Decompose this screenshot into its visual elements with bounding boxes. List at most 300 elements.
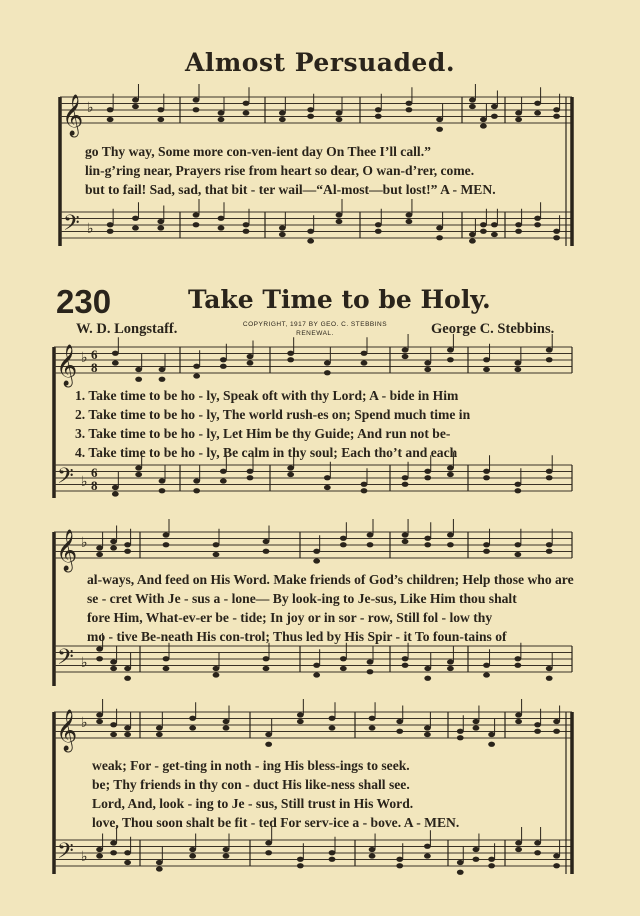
note-head — [546, 666, 553, 671]
note-head — [110, 722, 117, 727]
note-head — [491, 222, 498, 227]
note-head — [96, 656, 103, 661]
note-head — [112, 485, 119, 490]
lyrics-block-system-1 — [75, 386, 470, 462]
note-head — [480, 123, 487, 128]
note-head — [553, 863, 560, 868]
note-head — [156, 732, 163, 737]
note-head — [447, 465, 454, 470]
bass-clef-icon: 𝄢 — [57, 645, 74, 675]
note-head — [112, 491, 119, 496]
note-head — [396, 729, 403, 734]
note-head — [402, 482, 409, 487]
flat-sign-icon: ♭ — [81, 350, 88, 366]
note-head — [447, 357, 454, 362]
note-head — [124, 860, 131, 865]
note-head — [491, 104, 498, 109]
note-head — [473, 719, 480, 724]
flat-sign-icon: ♭ — [87, 221, 94, 237]
note-head — [193, 373, 200, 378]
lyric-line: lin-g’ring near, Prayers rise from heart so dear, O wan-d’rer, come. — [85, 163, 475, 178]
note-head — [110, 545, 117, 550]
note-head — [336, 117, 343, 122]
note-head — [361, 351, 368, 356]
note-head — [483, 542, 490, 547]
note-head — [124, 850, 131, 855]
note-head — [96, 545, 103, 550]
hymn-number: 230 — [56, 283, 112, 320]
note-head — [124, 676, 131, 681]
time-signature-top: 6 — [91, 465, 98, 480]
note-head — [361, 488, 368, 493]
note-head — [396, 857, 403, 862]
note-head — [375, 114, 382, 119]
note-head — [447, 542, 454, 547]
treble-staff — [54, 347, 572, 373]
lyric-line: fore Him, What-ev-er be - tide; In joy or in sor - row, Still fol - low thy — [87, 610, 493, 625]
note-head — [534, 101, 541, 106]
note-head — [375, 107, 382, 112]
note-head — [96, 712, 103, 717]
time-signature-bottom: 8 — [91, 478, 98, 493]
lyric-line: 4. Take time to be ho - ly, Be calm in thy soul; Each tho’t and each — [75, 445, 458, 460]
lyric-line: but to fail! Sad, sad, that bit - ter wail—“Al-most—but lost!” A - MEN. — [85, 182, 496, 197]
note-head — [124, 542, 131, 547]
note-head — [553, 719, 560, 724]
bass-clef-icon: 𝄢 — [57, 839, 74, 869]
note-head — [515, 110, 522, 115]
note-head — [469, 232, 476, 237]
note-head — [436, 225, 443, 230]
note-head — [213, 672, 220, 677]
note-head — [483, 672, 490, 677]
lyrics-block-almost-persuaded — [85, 142, 496, 199]
note-head — [135, 377, 142, 382]
note-head — [263, 539, 270, 544]
note-head — [436, 235, 443, 240]
note-head — [546, 357, 553, 362]
note-head — [457, 735, 464, 740]
note-head — [488, 742, 495, 747]
note-head — [189, 853, 196, 858]
bass-staff — [54, 465, 572, 491]
copyright-line: COPYRIGHT, 1917 BY GEO. C. STEBBINS — [242, 321, 388, 328]
note-head — [515, 719, 522, 724]
note-head — [247, 360, 254, 365]
note-head — [279, 225, 286, 230]
note-head — [287, 357, 294, 362]
note-head — [402, 354, 409, 359]
note-head — [546, 549, 553, 554]
note-head — [96, 853, 103, 858]
note-head — [424, 542, 431, 547]
note-head — [313, 663, 320, 668]
note-head — [483, 469, 490, 474]
note-head — [457, 870, 464, 875]
note-head — [124, 666, 131, 671]
note-head — [163, 656, 170, 661]
note-head — [424, 360, 431, 365]
note-head — [514, 656, 521, 661]
note-head — [287, 472, 294, 477]
note-head — [483, 475, 490, 480]
flat-sign-icon: ♭ — [81, 474, 88, 490]
note-head — [553, 853, 560, 858]
treble-clef-icon: 𝄞 — [62, 95, 84, 136]
note-head — [488, 732, 495, 737]
lyricist-credit: W. D. Longstaff. — [76, 321, 178, 337]
bass-staff — [54, 646, 572, 672]
note-head — [110, 840, 117, 845]
note-head — [473, 857, 480, 862]
note-head — [132, 216, 139, 221]
note-head — [534, 216, 541, 221]
note-head — [534, 222, 541, 227]
note-head — [424, 844, 431, 849]
note-head — [218, 225, 225, 230]
flat-sign-icon: ♭ — [87, 100, 94, 116]
note-head — [243, 110, 250, 115]
note-head — [406, 107, 413, 112]
note-head — [402, 532, 409, 537]
note-head — [469, 238, 476, 243]
note-head — [402, 475, 409, 480]
note-head — [424, 536, 431, 541]
note-head — [243, 101, 250, 106]
note-head — [307, 107, 314, 112]
note-head — [515, 712, 522, 717]
treble-clef-icon: 𝄞 — [56, 710, 78, 751]
note-head — [218, 216, 225, 221]
note-head — [369, 853, 376, 858]
note-head — [491, 232, 498, 237]
note-head — [193, 488, 200, 493]
treble-clef-icon: 𝄞 — [56, 530, 78, 571]
note-head — [163, 532, 170, 537]
note-head — [297, 857, 304, 862]
note-head — [553, 107, 560, 112]
note-head — [336, 110, 343, 115]
note-head — [473, 847, 480, 852]
note-head — [220, 469, 227, 474]
note-head — [218, 110, 225, 115]
note-head — [96, 719, 103, 724]
note-head — [107, 117, 114, 122]
note-head — [469, 104, 476, 109]
note-head — [220, 357, 227, 362]
hymn-title-take-time: Take Time to be Holy. — [188, 285, 491, 314]
lyric-line: 1. Take time to be ho - ly, Speak oft with thy Lord; A - bide in Him — [75, 388, 459, 403]
note-head — [247, 469, 254, 474]
note-head — [515, 229, 522, 234]
note-head — [329, 857, 336, 862]
note-head — [159, 377, 166, 382]
note-head — [159, 367, 166, 372]
note-head — [307, 229, 314, 234]
note-head — [132, 225, 139, 230]
note-head — [447, 659, 454, 664]
note-head — [263, 549, 270, 554]
note-head — [110, 659, 117, 664]
note-head — [469, 97, 476, 102]
note-head — [491, 114, 498, 119]
note-head — [193, 478, 200, 483]
lyric-line: se - cret With Je - sus a - lone— By look-ing to Je-sus, Like Him thou shalt — [87, 591, 517, 606]
note-head — [406, 219, 413, 224]
note-head — [424, 725, 431, 730]
note-head — [424, 475, 431, 480]
hymn-title-almost-persuaded: Almost Persuaded. — [184, 48, 456, 77]
lyrics-block-system-3 — [92, 756, 459, 832]
note-head — [480, 222, 487, 227]
note-head — [515, 117, 522, 122]
note-head — [367, 532, 374, 537]
note-head — [324, 485, 331, 490]
bass-clef-icon: 𝄢 — [63, 211, 80, 241]
note-head — [514, 552, 521, 557]
treble-clef-icon: 𝄞 — [56, 345, 78, 386]
note-head — [546, 475, 553, 480]
note-head — [220, 364, 227, 369]
note-head — [135, 367, 142, 372]
note-head — [218, 117, 225, 122]
note-head — [324, 475, 331, 480]
note-head — [367, 669, 374, 674]
note-head — [402, 656, 409, 661]
note-head — [402, 347, 409, 352]
note-head — [124, 549, 131, 554]
note-head — [243, 229, 250, 234]
note-head — [406, 101, 413, 106]
note-head — [447, 472, 454, 477]
note-head — [396, 863, 403, 868]
note-head — [369, 716, 376, 721]
note-head — [124, 732, 131, 737]
note-head — [156, 725, 163, 730]
note-head — [375, 222, 382, 227]
note-head — [329, 725, 336, 730]
note-head — [112, 360, 119, 365]
note-head — [534, 110, 541, 115]
note-head — [514, 488, 521, 493]
note-head — [265, 850, 272, 855]
note-head — [223, 853, 230, 858]
note-head — [340, 666, 347, 671]
note-head — [96, 847, 103, 852]
note-head — [297, 863, 304, 868]
note-head — [396, 719, 403, 724]
note-head — [107, 107, 114, 112]
note-head — [546, 542, 553, 547]
note-head — [163, 666, 170, 671]
bass-clef-icon: 𝄢 — [57, 464, 74, 494]
note-head — [514, 542, 521, 547]
note-head — [340, 542, 347, 547]
note-head — [553, 235, 560, 240]
note-head — [287, 465, 294, 470]
note-head — [159, 478, 166, 483]
note-head — [534, 840, 541, 845]
note-head — [265, 742, 272, 747]
composer-credit: George C. Stebbins. — [431, 321, 555, 337]
note-head — [340, 536, 347, 541]
note-head — [324, 370, 331, 375]
lyric-line: go Thy way, Some more con-ven-ient day On Thee I’ll call.” — [85, 144, 431, 159]
note-head — [488, 857, 495, 862]
copyright-line: RENEWAL. — [296, 330, 334, 337]
note-head — [157, 219, 164, 224]
note-head — [361, 360, 368, 365]
note-head — [515, 222, 522, 227]
note-head — [297, 719, 304, 724]
note-head — [329, 850, 336, 855]
flat-sign-icon: ♭ — [81, 655, 88, 671]
note-head — [457, 729, 464, 734]
note-head — [263, 656, 270, 661]
note-head — [247, 475, 254, 480]
note-head — [193, 364, 200, 369]
note-head — [279, 232, 286, 237]
note-head — [406, 212, 413, 217]
note-head — [213, 552, 220, 557]
note-head — [553, 729, 560, 734]
lyric-line: 2. Take time to be ho - ly, The world rush-es on; Spend much time in — [75, 407, 471, 422]
note-head — [96, 646, 103, 651]
flat-sign-icon: ♭ — [81, 715, 88, 731]
note-head — [135, 472, 142, 477]
note-head — [367, 659, 374, 664]
note-head — [159, 488, 166, 493]
flat-sign-icon: ♭ — [81, 535, 88, 551]
note-head — [313, 672, 320, 677]
note-head — [193, 97, 200, 102]
note-head — [163, 542, 170, 547]
note-head — [329, 716, 336, 721]
note-head — [514, 663, 521, 668]
note-head — [157, 225, 164, 230]
note-head — [135, 465, 142, 470]
note-head — [480, 117, 487, 122]
note-head — [157, 117, 164, 122]
note-head — [546, 347, 553, 352]
note-head — [457, 860, 464, 865]
note-head — [112, 351, 119, 356]
note-head — [473, 725, 480, 730]
lyric-line: al-ways, And feed on His Word. Make friends of God’s children; Help those who are — [87, 572, 574, 587]
note-head — [110, 732, 117, 737]
note-head — [324, 360, 331, 365]
note-head — [515, 840, 522, 845]
note-head — [546, 676, 553, 681]
note-head — [369, 725, 376, 730]
note-head — [107, 229, 114, 234]
note-head — [424, 676, 431, 681]
note-head — [480, 229, 487, 234]
note-head — [483, 357, 490, 362]
note-head — [96, 552, 103, 557]
note-head — [193, 107, 200, 112]
note-head — [287, 351, 294, 356]
note-head — [447, 666, 454, 671]
note-head — [156, 860, 163, 865]
note-head — [307, 238, 314, 243]
note-head — [279, 110, 286, 115]
note-head — [279, 117, 286, 122]
note-head — [553, 114, 560, 119]
note-head — [553, 229, 560, 234]
note-head — [336, 219, 343, 224]
note-head — [424, 469, 431, 474]
note-head — [483, 549, 490, 554]
note-head — [483, 367, 490, 372]
note-head — [307, 114, 314, 119]
note-head — [110, 850, 117, 855]
note-head — [514, 360, 521, 365]
lyric-line: 3. Take time to be ho - ly, Let Him be thy Guide; And run not be- — [75, 426, 451, 441]
note-head — [107, 222, 114, 227]
note-head — [189, 725, 196, 730]
note-head — [336, 212, 343, 217]
note-head — [243, 222, 250, 227]
note-head — [110, 539, 117, 544]
note-head — [189, 716, 196, 721]
note-head — [132, 104, 139, 109]
note-head — [220, 478, 227, 483]
note-head — [223, 719, 230, 724]
lyric-line: Lord, And, look - ing to Je - sus, Still trust in His Word. — [92, 796, 414, 811]
note-head — [361, 482, 368, 487]
note-head — [402, 663, 409, 668]
note-head — [447, 532, 454, 537]
treble-staff — [54, 532, 572, 558]
note-head — [193, 222, 200, 227]
note-head — [340, 656, 347, 661]
note-head — [157, 107, 164, 112]
note-head — [424, 367, 431, 372]
note-head — [110, 666, 117, 671]
note-head — [514, 367, 521, 372]
note-head — [424, 732, 431, 737]
note-head — [534, 850, 541, 855]
lyric-line: weak; For - get-ting in noth - ing His bless-ings to seek. — [92, 758, 410, 773]
note-head — [247, 354, 254, 359]
note-head — [189, 847, 196, 852]
note-head — [213, 542, 220, 547]
flat-sign-icon: ♭ — [81, 849, 88, 865]
note-head — [424, 853, 431, 858]
note-head — [546, 469, 553, 474]
note-head — [424, 666, 431, 671]
lyric-line: be; Thy friends in thy con - duct His like-ness shall see. — [92, 777, 410, 792]
time-signature-top: 6 — [91, 347, 98, 362]
note-head — [447, 347, 454, 352]
note-head — [193, 212, 200, 217]
note-head — [156, 866, 163, 871]
lyrics-block-system-2 — [87, 570, 574, 646]
note-head — [265, 840, 272, 845]
note-head — [223, 847, 230, 852]
lyric-line: mo - tive Be-neath His con-trol; Thus led by His Spir - it To foun-tains of — [87, 629, 507, 644]
note-head — [297, 712, 304, 717]
note-head — [534, 722, 541, 727]
note-head — [375, 229, 382, 234]
note-head — [265, 732, 272, 737]
note-head — [124, 725, 131, 730]
note-head — [213, 666, 220, 671]
note-head — [515, 847, 522, 852]
note-head — [313, 558, 320, 563]
time-signature-bottom: 8 — [91, 360, 98, 375]
